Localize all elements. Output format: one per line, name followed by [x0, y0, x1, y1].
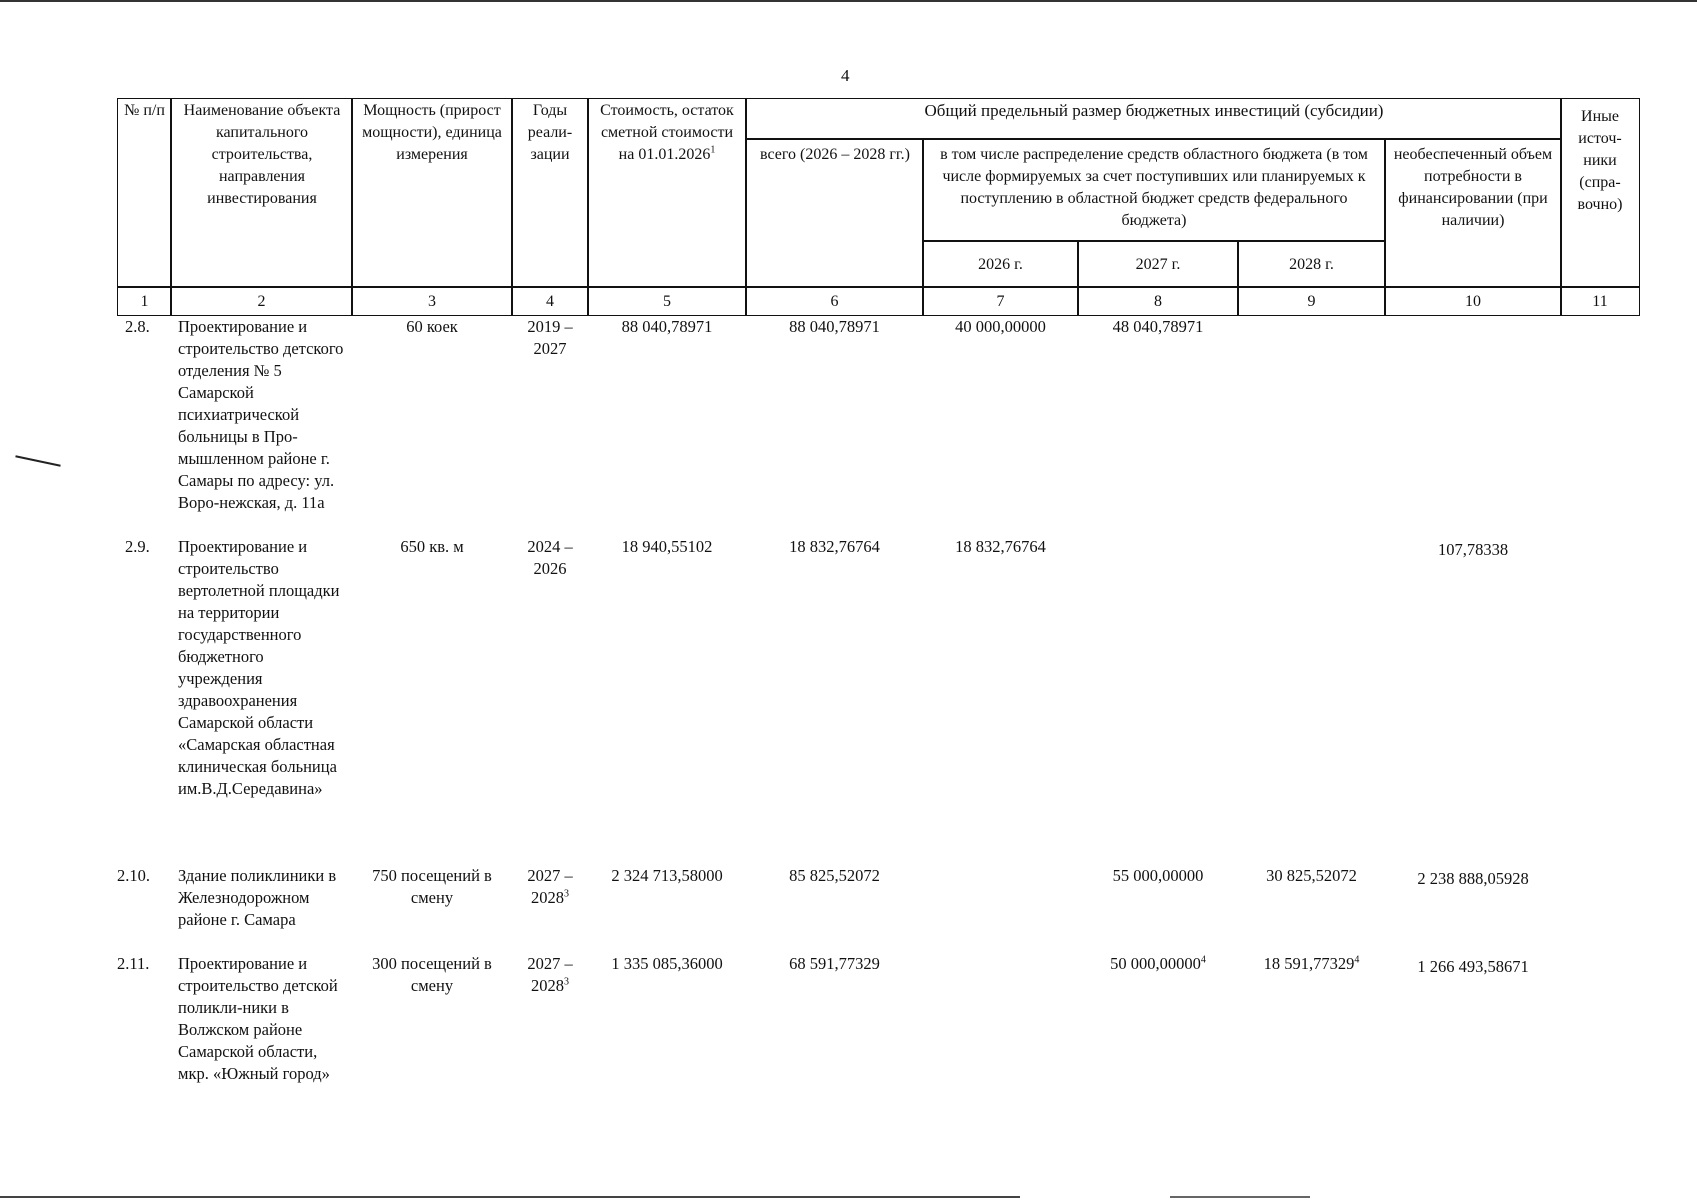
header-text-subgroup: в том числе распределение средств областного бюджета (в том числе формируемых за счет поступивших или планируемых к поступлению в областной бюджет средств федерального бюджета): [940, 146, 1368, 229]
object-name: Проектирование и строительство детской поликли-ники в Волжском районе Самарской области, мкр. «Южный город»: [178, 954, 338, 1083]
colnum-text: 6: [830, 293, 839, 310]
cost-value: 2 324 713,58000: [611, 866, 723, 885]
row-number: 2.11.: [117, 954, 150, 973]
capacity: 60 коек: [406, 317, 458, 336]
bottom-border-line: [0, 1196, 1020, 1198]
value-2026: 40 000,00000: [955, 317, 1046, 336]
capacity: 300 посещений в смену: [372, 954, 492, 995]
cost-value: 88 040,78971: [621, 317, 713, 336]
cost-value: 1 335 085,36000: [611, 954, 723, 973]
object-name: Здание поликлиники в Железнодорожном районе г. Самара: [178, 866, 337, 929]
years: 2027 – 2028$^3$: [527, 954, 573, 995]
object-name: Проектирование и строительство детского отделения № 5 Самарской психиатрической больницы в Про-мышленном районе г. Самары по адресу: ул. Воро-нежская, д. 11а: [178, 317, 344, 512]
value-2027: 55 000,00000: [1112, 866, 1204, 885]
header-text-5: Стоимость, остаток сметной стоимости на 01.01.2026$^1$: [600, 102, 734, 163]
total-value: 85 825,52072: [789, 866, 880, 885]
total-value: 88 040,78971: [789, 317, 880, 336]
header-text-2: Наименование объекта капитального строительства, направления инвестирования: [183, 102, 341, 207]
row-number: 2.10.: [117, 866, 150, 885]
header-text-4: Годы реали-зации: [527, 102, 573, 163]
header-text-8: 2027 г.: [1135, 256, 1181, 273]
colnum-text: 7: [996, 293, 1005, 310]
colnum-text: 10: [1465, 293, 1481, 310]
bottom-border-line-2: [1170, 1196, 1310, 1198]
header-text-1: № п/п: [124, 102, 165, 119]
page-number: 4: [841, 66, 850, 85]
colnum-text: 9: [1307, 293, 1316, 310]
header-text-11: Иные источ-ники (спра-вочно): [1577, 108, 1623, 213]
top-border-line: [0, 0, 1697, 2]
total-value: 18 832,76764: [789, 537, 880, 556]
row-number: 2.9.: [125, 537, 150, 556]
header-cell-1: [117, 98, 172, 288]
object-name: Проектирование и строительство вертолетной площадки на территории государственного бюджетного учреждения здравоохранения Самарской области «Самарская областная клиническая больница им.В.Д.Середавина»: [178, 537, 340, 798]
header-text-group: Общий предельный размер бюджетных инвестиций (субсидии): [924, 101, 1384, 120]
header-text-7: 2026 г.: [978, 256, 1023, 273]
colnum-text: 11: [1592, 293, 1608, 310]
value-2028: 18 591,77329$^4$: [1263, 954, 1360, 973]
investment-table: [117, 98, 1640, 1083]
colnum-text: 3: [428, 293, 436, 310]
capacity: 750 посещений в смену: [372, 866, 492, 907]
unsecured-value: 2 238 888,05928: [1417, 869, 1529, 888]
years: 2019 – 2027: [527, 317, 573, 358]
colnum-text: 2: [257, 293, 266, 310]
value-2026: 18 832,76764: [955, 537, 1046, 556]
colnum-text: 8: [1154, 293, 1162, 310]
header-text-10: необеспеченный объем потребности в финансировании (при наличии): [1393, 146, 1553, 229]
value-2027: 50 000,00000$^4$: [1110, 954, 1206, 973]
row-number: 2.8.: [125, 317, 150, 336]
cost-value: 18 940,55102: [621, 537, 713, 556]
header-text-6: всего (2026 – 2028 гг.): [760, 146, 910, 163]
header-text-9: 2028 г.: [1289, 256, 1334, 273]
unsecured-value: 1 266 493,58671: [1417, 957, 1529, 976]
capacity: 650 кв. м: [400, 537, 464, 556]
colnum-text: 5: [663, 293, 671, 310]
years: 2024 – 2026: [527, 537, 573, 578]
value-2028: 30 825,52072: [1266, 866, 1357, 885]
colnum-text: 4: [546, 293, 554, 310]
unsecured-value: 107,78338: [1437, 540, 1509, 559]
table-header: [117, 98, 1640, 318]
total-value: 68 591,77329: [789, 954, 880, 973]
colnum-text: 1: [140, 293, 149, 310]
value-2027: 48 040,78971: [1112, 317, 1204, 336]
scan-mark: [15, 455, 60, 467]
years: 2027 – 2028$^3$: [527, 866, 573, 907]
header-text-3: Мощность (прирост мощности), единица измерения: [362, 102, 502, 163]
